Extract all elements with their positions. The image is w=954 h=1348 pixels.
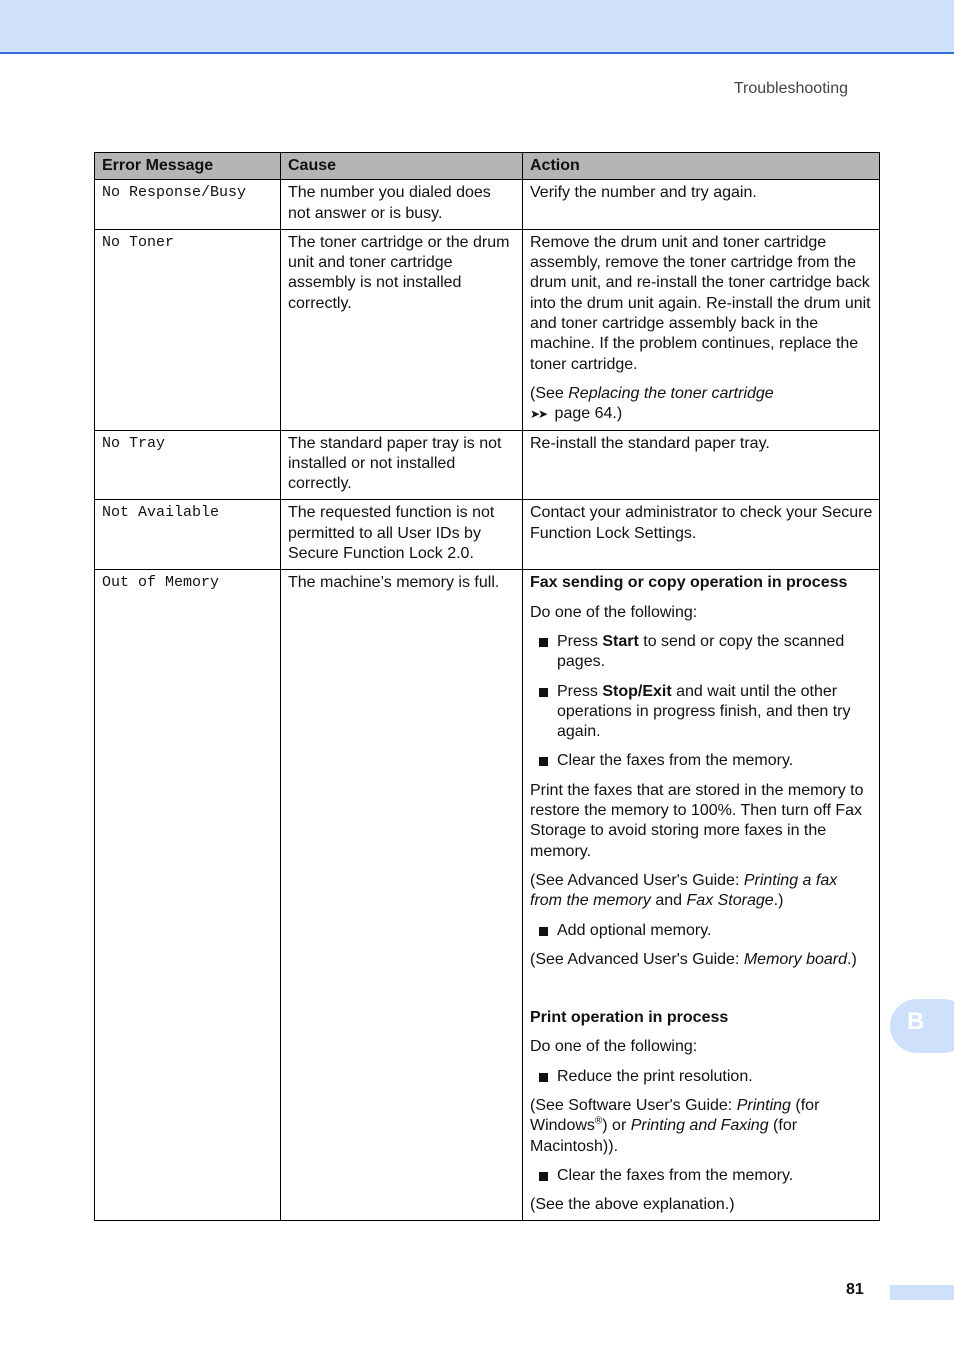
error-message-table [94, 152, 880, 1221]
reference-title: Memory board [743, 950, 847, 968]
bullet-text: Clear the faxes from the memory. [557, 752, 794, 770]
reference-suffix: .) [773, 892, 784, 910]
table-header-row [95, 153, 880, 180]
section-spacer [530, 979, 873, 1008]
bullet-item [530, 751, 873, 771]
bullet-text-part: and wait until the other operations in progress finish, and then try again. [557, 682, 851, 741]
cause-cell: The toner cartridge or the drum unit and toner cartridge assembly is not installed correctly. [281, 229, 523, 430]
bullet-text: Add optional memory. [557, 921, 712, 939]
cause-cell: The standard paper tray is not installed or not installed correctly. [281, 430, 523, 500]
double-arrow-icon: ➤➤ [530, 407, 547, 422]
square-bullet-icon [539, 688, 548, 697]
bullet-item [530, 682, 873, 743]
registered-mark: ® [594, 1115, 603, 1127]
action-cell: Verify the number and try again. [523, 180, 880, 230]
action-cell: Contact your administrator to check your Secure Function Lock Settings. [523, 500, 880, 570]
reference-suffix: (for Macintosh)). [530, 1117, 798, 1155]
table-row [95, 180, 880, 230]
reference-prefix: (See Advanced User's Guide: [530, 871, 744, 889]
fax-heading-text: Fax sending or copy operation in process [530, 574, 848, 592]
bullet-item [530, 1067, 873, 1087]
cause-cell: The requested function is not permitted to all User IDs by Secure Function Lock 2.0. [281, 500, 523, 570]
reference-title: Printing [736, 1096, 791, 1114]
chapter-tab-letter: B [907, 1008, 925, 1035]
footer-band [890, 1285, 954, 1300]
page-number: 81 [846, 1281, 864, 1298]
action-text: Remove the drum unit and toner cartridge assembly, remove the toner cartridge from the drum unit, and re-install the toner cartridge back into the drum unit again. Re-install the drum unit and toner cartridge assembly back in the machine. If the problem continues, replace the toner cartridge. [530, 233, 871, 373]
error-message-cell: No Toner [95, 229, 281, 430]
print-section-heading [530, 1008, 873, 1028]
error-message-cell: Not Available [95, 500, 281, 570]
table-row [95, 229, 880, 430]
fax-section-heading [530, 573, 873, 593]
column-header-action: Action [523, 153, 880, 180]
table-row [95, 500, 880, 570]
reference-title: Replacing the toner cartridge [568, 384, 774, 402]
reference-prefix: (See Advanced User's Guide: [530, 950, 744, 968]
bullet-text-part: Press [557, 632, 603, 650]
square-bullet-icon [539, 1172, 548, 1181]
reference-title: Printing a fax from the memory [530, 871, 838, 910]
table-row [95, 430, 880, 500]
action-reference [530, 384, 873, 425]
print-intro: Do one of the following: [530, 1038, 698, 1056]
reference-prefix: (See Software User's Guide: [530, 1096, 737, 1114]
bullet-text: Clear the faxes from the memory. [557, 1166, 794, 1184]
reference-suffix: .) [847, 950, 857, 968]
bullet-note: (See the above explanation.) [530, 1196, 735, 1214]
square-bullet-icon [539, 757, 548, 766]
column-header-error-message: Error Message [95, 153, 281, 180]
bullet-item [530, 921, 873, 941]
bullet-reference [530, 871, 873, 912]
error-message-cell: No Response/Busy [95, 180, 281, 230]
bullet-text [557, 632, 873, 673]
bullet-item [530, 632, 873, 673]
bullet-text [557, 682, 873, 743]
top-header-band [0, 0, 954, 54]
square-bullet-icon [539, 1073, 548, 1082]
bullet-reference [530, 950, 873, 970]
stop-exit-key-label: Stop/Exit [602, 682, 672, 700]
print-heading-text: Print operation in process [530, 1009, 729, 1027]
bullet-item [530, 1166, 873, 1186]
bullet-reference [530, 1096, 873, 1157]
bullet-text: Reduce the print resolution. [557, 1067, 753, 1085]
column-header-cause: Cause [281, 153, 523, 180]
bullet-note: Print the faxes that are stored in the memory to restore the memory to 100%. Then turn off Fax Storage to avoid storing more faxes in the memory. [530, 781, 864, 860]
square-bullet-icon [539, 927, 548, 936]
reference-title: Printing and Faxing [630, 1117, 769, 1135]
square-bullet-icon [539, 638, 548, 647]
table-row [95, 570, 880, 1221]
start-key-label: Start [602, 632, 639, 650]
bullet-text-part: Press [557, 682, 603, 700]
fax-intro: Do one of the following: [530, 603, 698, 621]
section-title: Troubleshooting [733, 80, 848, 97]
cause-cell: The machine’s memory is full. [281, 570, 523, 1221]
reference-joiner: ) or [602, 1117, 631, 1135]
action-cell: Re-install the standard paper tray. [523, 430, 880, 500]
action-cell [523, 570, 880, 1221]
reference-prefix: (See [530, 384, 569, 402]
error-message-cell: No Tray [95, 430, 281, 500]
reference-joiner: (for Windows [530, 1096, 820, 1135]
cause-cell: The number you dialed does not answer or is busy. [281, 180, 523, 230]
error-message-cell: Out of Memory [95, 570, 281, 1221]
reference-title: Fax Storage [686, 892, 774, 910]
bullet-text-part: to send or copy the scanned pages. [557, 632, 845, 671]
reference-page: page 64.) [550, 405, 623, 423]
action-cell [523, 229, 880, 430]
reference-joiner: and [650, 892, 687, 910]
